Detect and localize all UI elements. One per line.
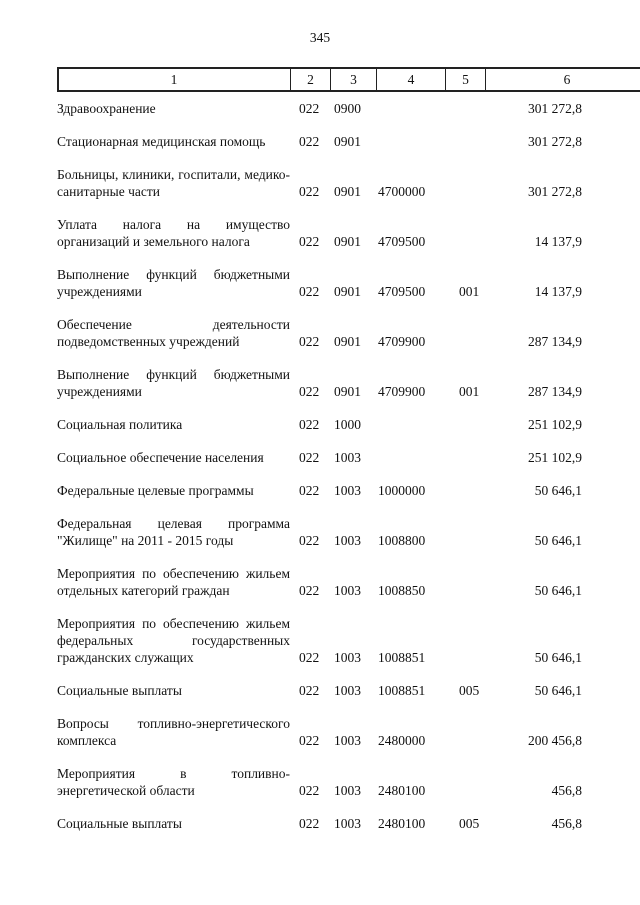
- row-sum: 456,8: [551, 816, 582, 831]
- table-row: [57, 815, 640, 832]
- row-target: 2480100: [378, 783, 426, 798]
- header-col-4: 4: [377, 68, 446, 91]
- table-row: [57, 100, 640, 117]
- row-code: 022: [299, 184, 320, 199]
- row-sum: 251 102,9: [528, 450, 582, 465]
- row-target: 1008851: [378, 650, 426, 665]
- row-code: 022: [299, 816, 320, 831]
- table-row: [57, 216, 640, 250]
- row-section: 1003: [334, 683, 361, 698]
- row-name: Выполнение функций бюджетными учреждениями: [57, 267, 290, 299]
- row-sum: 14 137,9: [534, 234, 582, 249]
- row-sum: 301 272,8: [528, 134, 582, 149]
- row-name: Федеральные целевые программы: [57, 483, 254, 498]
- page-number: 345: [309, 30, 331, 45]
- row-target: 1008851: [378, 683, 426, 698]
- row-type: 001: [459, 384, 480, 399]
- row-code: 022: [299, 733, 320, 748]
- row-sum: 50 646,1: [534, 533, 582, 548]
- table-header: [57, 67, 640, 92]
- row-target: 1000000: [378, 483, 426, 498]
- table-row: [57, 166, 640, 200]
- row-name: Социальная политика: [57, 417, 183, 432]
- row-target: 2480100: [378, 816, 426, 831]
- row-target: 1008800: [378, 533, 426, 548]
- row-target: 4709500: [378, 234, 426, 249]
- table-row: [57, 133, 640, 150]
- row-section: 0901: [334, 334, 361, 349]
- row-code: 022: [299, 483, 320, 498]
- row-section: 0901: [334, 134, 361, 149]
- row-target: 4709900: [378, 334, 426, 349]
- row-name: Социальное обеспечение населения: [57, 450, 264, 465]
- row-name: Федеральная целевая программа "Жилище" на 2011 - 2015 годы: [57, 516, 290, 548]
- table-row: [57, 316, 640, 350]
- row-name: Обеспечение деятельности подведомственных учреждений: [57, 317, 290, 349]
- row-sum: 200 456,8: [528, 733, 582, 748]
- row-type: 005: [459, 816, 480, 831]
- row-code: 022: [299, 683, 320, 698]
- row-sum: 301 272,8: [528, 101, 582, 116]
- row-code: 022: [299, 234, 320, 249]
- row-section: 0901: [334, 284, 361, 299]
- row-section: 0901: [334, 234, 361, 249]
- table-row: [57, 715, 640, 749]
- header-col-5: 5: [446, 68, 486, 91]
- row-code: 022: [299, 384, 320, 399]
- row-section: 1003: [334, 816, 361, 831]
- row-sum: 301 272,8: [528, 184, 582, 199]
- row-section: 1003: [334, 450, 361, 465]
- row-code: 022: [299, 450, 320, 465]
- row-sum: 50 646,1: [534, 683, 582, 698]
- table-row: [57, 615, 640, 666]
- row-name: Социальные выплаты: [57, 816, 182, 831]
- row-target: 2480000: [378, 733, 426, 748]
- row-section: 0901: [334, 384, 361, 399]
- table-row: [57, 515, 640, 549]
- row-name: Здравоохранение: [57, 101, 156, 116]
- row-name: Уплата налога на имущество организаций и земельного налога: [57, 217, 290, 249]
- row-code: 022: [299, 284, 320, 299]
- row-target: 1008850: [378, 583, 426, 598]
- table-row: [57, 416, 640, 433]
- header-col-2: 2: [291, 68, 331, 91]
- header-col-3: 3: [331, 68, 377, 91]
- row-code: 022: [299, 417, 320, 432]
- row-sum: 287 134,9: [528, 334, 582, 349]
- row-section: 1003: [334, 533, 361, 548]
- row-name: Мероприятия в топливно-энергетической области: [57, 766, 290, 798]
- row-section: 1003: [334, 783, 361, 798]
- row-code: 022: [299, 101, 320, 116]
- row-name: Мероприятия по обеспечению жильем отдельных категорий граждан: [57, 566, 290, 598]
- row-sum: 14 137,9: [534, 284, 582, 299]
- row-section: 1003: [334, 733, 361, 748]
- row-name: Социальные выплаты: [57, 683, 182, 698]
- row-target: 4709900: [378, 384, 426, 399]
- row-code: 022: [299, 583, 320, 598]
- row-section: 1003: [334, 650, 361, 665]
- row-sum: 50 646,1: [534, 583, 582, 598]
- row-name: Вопросы топливно-энергетического комплекса: [57, 716, 290, 748]
- row-sum: 251 102,9: [528, 417, 582, 432]
- row-name: Мероприятия по обеспечению жильем федеральных государственных гражданских служащих: [57, 616, 290, 665]
- row-code: 022: [299, 334, 320, 349]
- header-col-1: 1: [58, 68, 291, 91]
- row-code: 022: [299, 134, 320, 149]
- row-section: 0900: [334, 101, 361, 116]
- row-name: Выполнение функций бюджетными учреждениями: [57, 367, 290, 399]
- row-code: 022: [299, 783, 320, 798]
- row-code: 022: [299, 650, 320, 665]
- row-sum: 287 134,9: [528, 384, 582, 399]
- table-row: [57, 449, 640, 466]
- table-row: [57, 765, 640, 799]
- row-sum: 456,8: [551, 783, 582, 798]
- row-name: Стационарная медицинская помощь: [57, 134, 266, 149]
- row-target: 4700000: [378, 184, 426, 199]
- row-sum: 50 646,1: [534, 483, 582, 498]
- row-code: 022: [299, 533, 320, 548]
- row-section: 1000: [334, 417, 361, 432]
- row-target: 4709500: [378, 284, 426, 299]
- table-row: [57, 482, 640, 499]
- table-row: [57, 266, 640, 300]
- table-row: [57, 682, 640, 699]
- table-row: [57, 366, 640, 400]
- table-body: [57, 100, 640, 848]
- table-row: [57, 565, 640, 599]
- row-section: 1003: [334, 483, 361, 498]
- row-type: 005: [459, 683, 480, 698]
- row-name: Больницы, клиники, госпитали, медико-санитарные части: [57, 167, 290, 199]
- header-col-6: 6: [563, 71, 571, 87]
- row-type: 001: [459, 284, 480, 299]
- row-sum: 50 646,1: [534, 650, 582, 665]
- row-section: 0901: [334, 184, 361, 199]
- row-section: 1003: [334, 583, 361, 598]
